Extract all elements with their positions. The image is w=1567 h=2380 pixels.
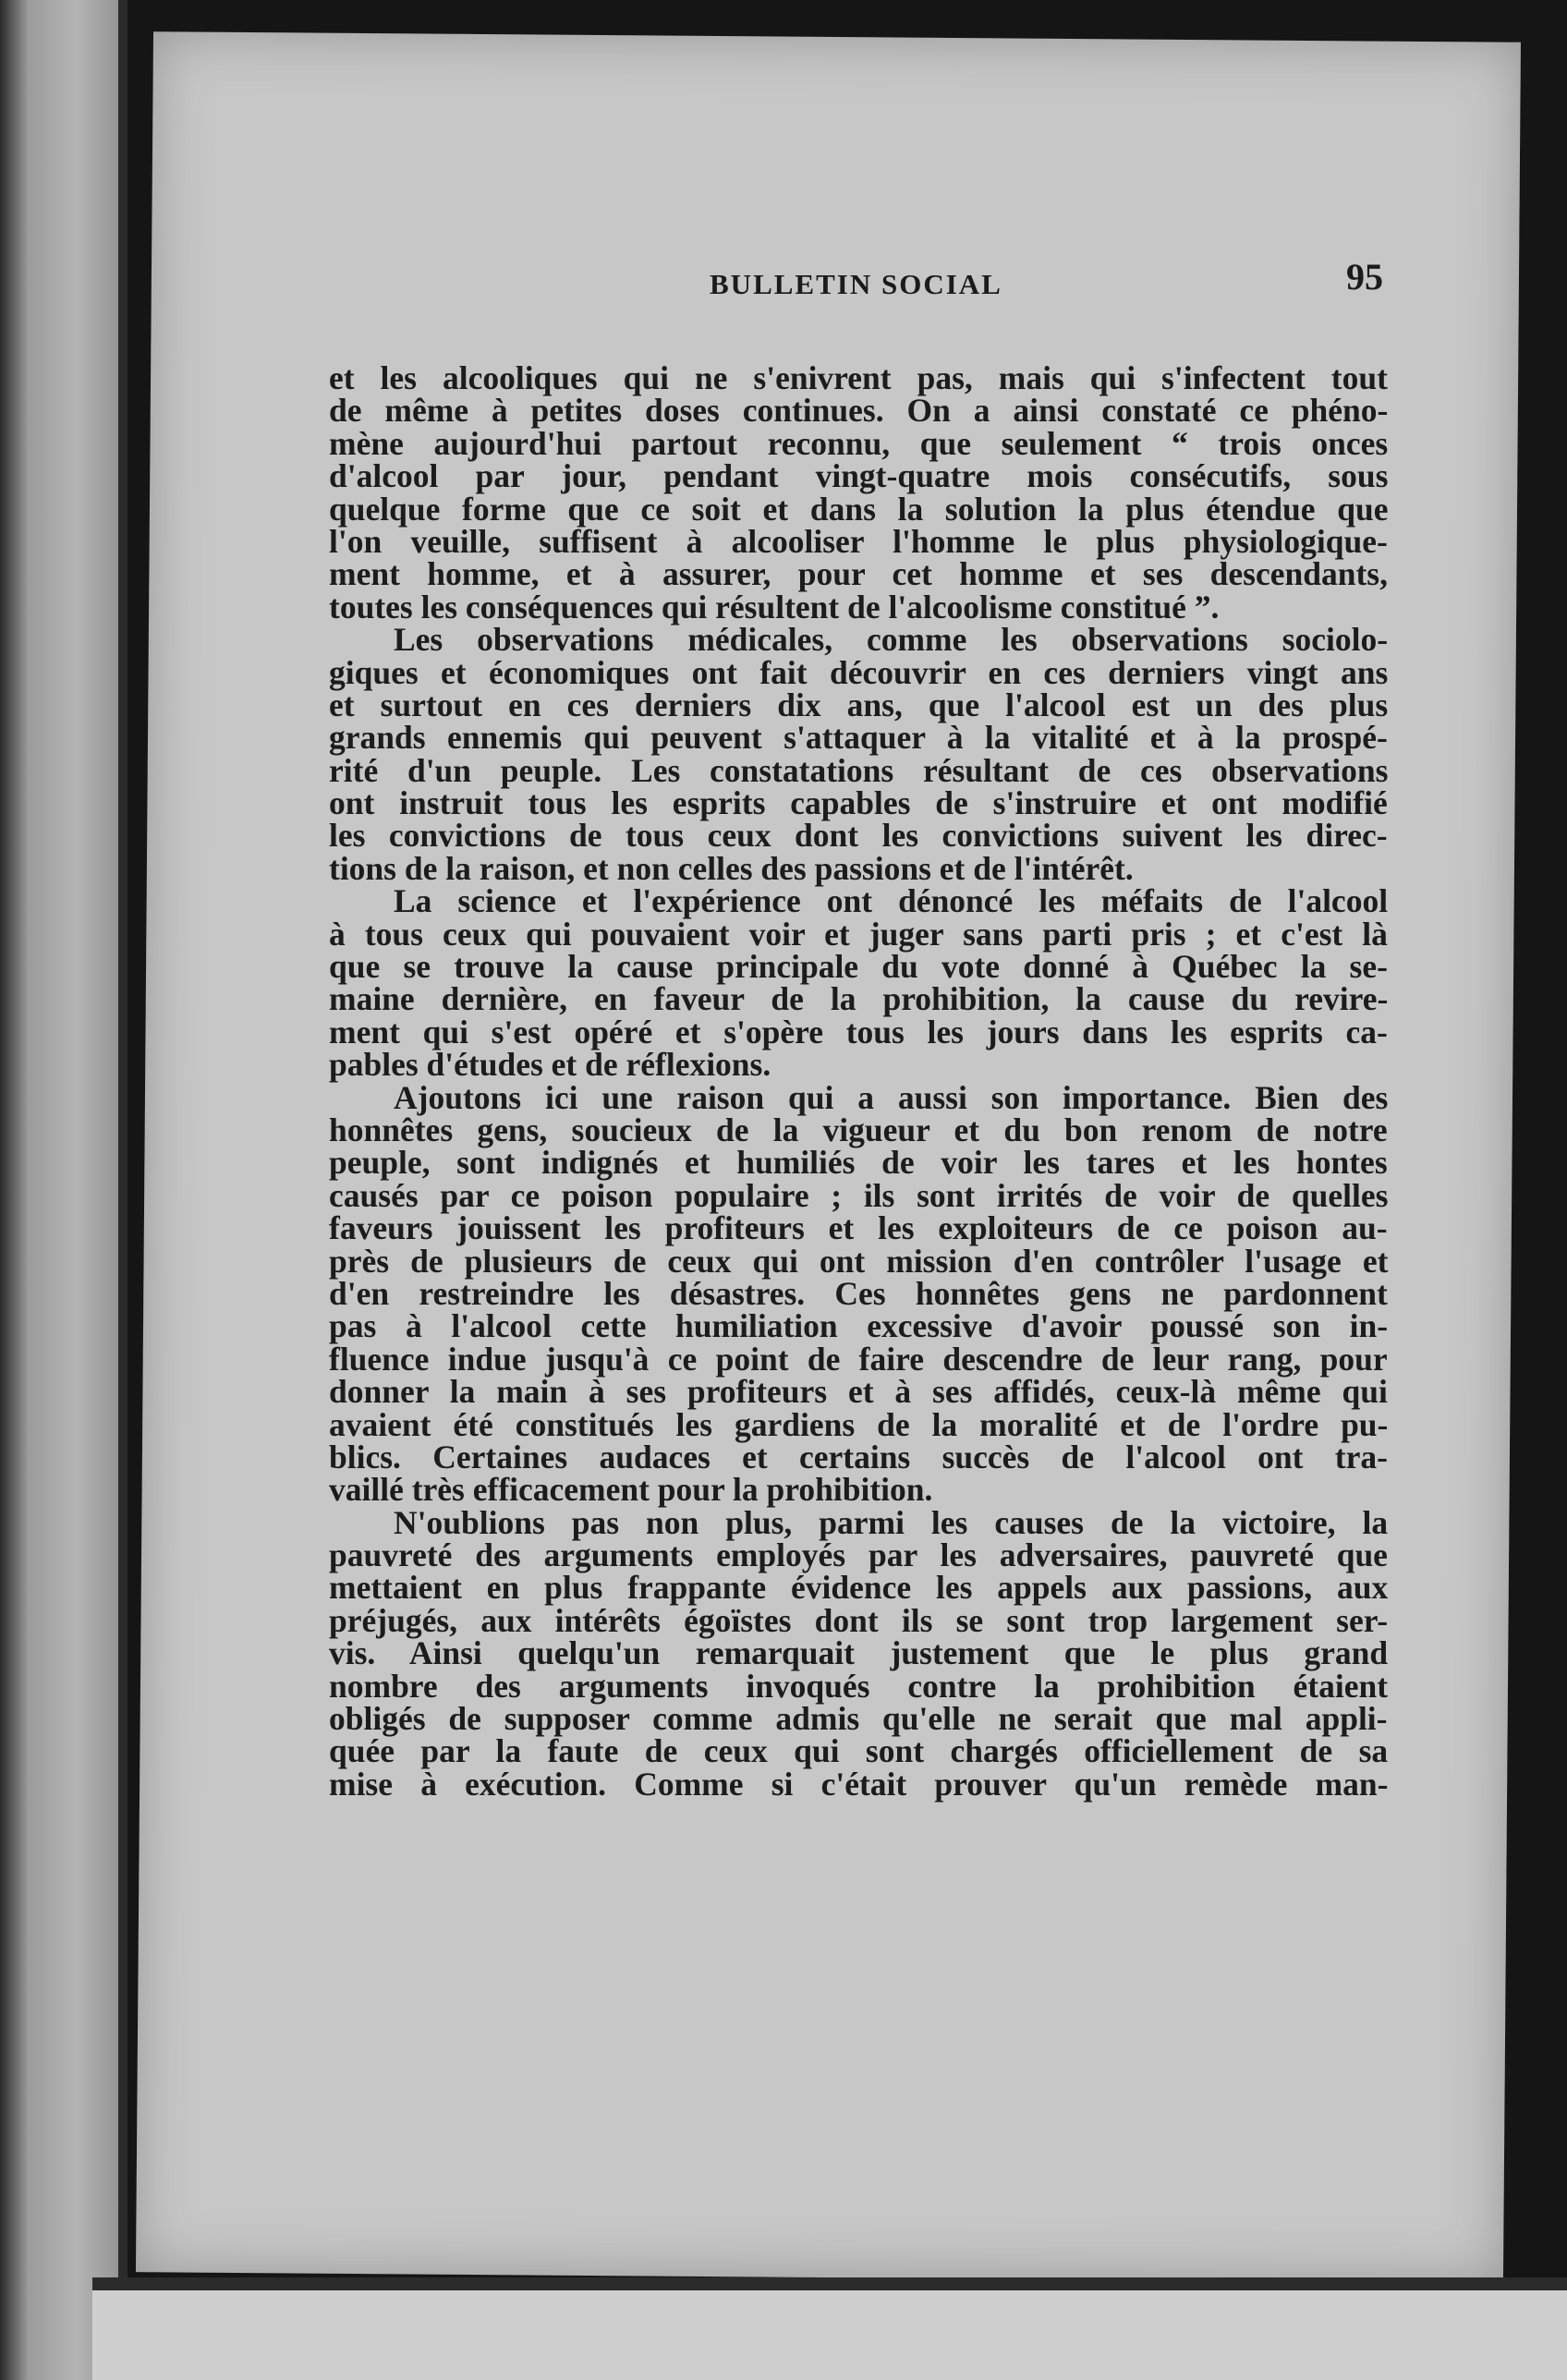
text-line: mise à exécution. Comme si c'était prouver qu'un remède man- [329,1765,1389,1803]
text-line: tions de la raison, et non celles des passions et de l'intérêt. [329,849,1134,887]
adjacent-page-edge [0,0,128,2380]
text-line: quelque forme que ce soit et dans la solution la plus étendue que [329,490,1389,528]
page-bottom-shadow [92,2277,1567,2290]
text-line: ment qui s'est opéré et s'opère tous les jours dans les esprits ca- [329,1013,1388,1050]
text-line: quée par la faute de ceux qui sont chargés officiellement de sa [329,1732,1389,1770]
text-line: d'en restreindre les désastres. Ces honnêtes gens ne pardonnent [329,1274,1388,1312]
paragraph [329,621,1389,887]
paragraph [329,1503,1389,1803]
text-line: maine dernière, en faveur de la prohibition, la cause du revire- [329,980,1389,1018]
text-line: grands ennemis qui peuvent s'attaquer à la vitalité et à la prospé- [329,719,1388,757]
text-line: préjugés, aux intérêts égoïstes dont ils se sont trop largement ser- [329,1601,1389,1639]
text-line: causés par ce poison populaire ; ils sont irrités de voir de quelles [329,1176,1389,1214]
text-line: avaient été constitués les gardiens de la moralité et de l'ordre pu- [329,1405,1389,1443]
text-line: donner la main à ses profiteurs et à ses affidés, ceux-là même qui [329,1373,1388,1411]
running-title: BULLETIN SOCIAL [710,268,1002,300]
text-line: et surtout en ces derniers dix ans, que l'alcool est un des plus [329,686,1389,723]
text-line: obligés de supposer comme admis qu'elle ne serait que mal appli- [329,1700,1388,1738]
text-line: près de plusieurs de ceux qui ont mission d'en contrôler l'usage et [329,1242,1389,1280]
text-line: nombre des arguments invoqués contre la prohibition étaient [329,1667,1389,1705]
page-number: 95 [1346,256,1383,298]
page-bottom-margin [92,2277,1567,2380]
text-line: rité d'un peuple. Les constatations résultant de ces observations [329,751,1389,789]
text-line: les convictions de tous ceux dont les convictions suivent les direc- [329,817,1388,855]
body-text [329,359,1389,1803]
text-line: toutes les conséquences qui résultent de l'alcoolisme constitué ”. [329,588,1220,625]
text-line: à tous ceux qui pouvaient voir et juger sans parti pris ; et c'est là [329,915,1388,953]
text-line: La science et l'expérience ont dénoncé les méfaits de l'alcool [394,882,1389,920]
text-line: d'alcool par jour, pendant vingt-quatre mois consécutifs, sous [329,457,1389,495]
text-line: giques et économiques ont fait découvrir en ces derniers vingt ans [329,653,1389,691]
paragraph [329,882,1389,1084]
text-line: faveurs jouissent les profiteurs et les exploiteurs de ce poison au- [329,1209,1388,1247]
text-line: blics. Certaines audaces et certains succès de l'alcool ont tra- [329,1438,1388,1475]
text-line: ont instruit tous les esprits capables de s'instruire et ont modifié [329,784,1388,822]
text-line: Ajoutons ici une raison qui a aussi son importance. Bien des [394,1078,1389,1116]
text-line: vaillé très efficacement pour la prohibition. [329,1471,933,1509]
text-line: que se trouve la cause principale du vote donné à Québec la se- [329,948,1388,986]
text-line: Les observations médicales, comme les observations sociolo- [394,621,1389,659]
text-line: pables d'études et de réflexions. [329,1046,771,1084]
text-line: N'oublions pas non plus, parmi les causes de la victoire, la [394,1503,1389,1541]
text-line: et les alcooliques qui ne s'enivrent pas, mais qui s'infectent tout [329,359,1388,396]
text-line: pauvreté des arguments employés par les adversaires, pauvreté que [329,1536,1388,1574]
text-line: mettaient en plus frappante évidence les appels aux passions, aux [329,1569,1389,1607]
text-line: honnêtes gens, soucieux de la vigueur et du bon renom de notre [329,1111,1388,1148]
text-line: peuple, sont indignés et humiliés de voir les tares et les hontes [329,1144,1388,1182]
text-line: fluence indue jusqu'à ce point de faire descendre de leur rang, pour [329,1340,1388,1378]
text-line: de même à petites doses continues. On a ainsi constaté ce phéno- [329,392,1389,430]
paragraph [329,359,1389,625]
text-line: mène aujourd'hui partout reconnu, que seulement “ trois onces [329,424,1389,462]
text-line: vis. Ainsi quelqu'un remarquait justement que le plus grand [329,1634,1389,1672]
running-header [554,249,1460,305]
binding-crease [118,0,128,2380]
text-line: l'on veuille, suffisent à alcooliser l'homme le plus physiologique- [329,522,1388,560]
text-line: pas à l'alcool cette humiliation excessive d'avoir poussé son in- [329,1307,1389,1345]
paragraph [329,1078,1389,1509]
text-line: ment homme, et à assurer, pour cet homme et ses descendants, [329,555,1388,593]
